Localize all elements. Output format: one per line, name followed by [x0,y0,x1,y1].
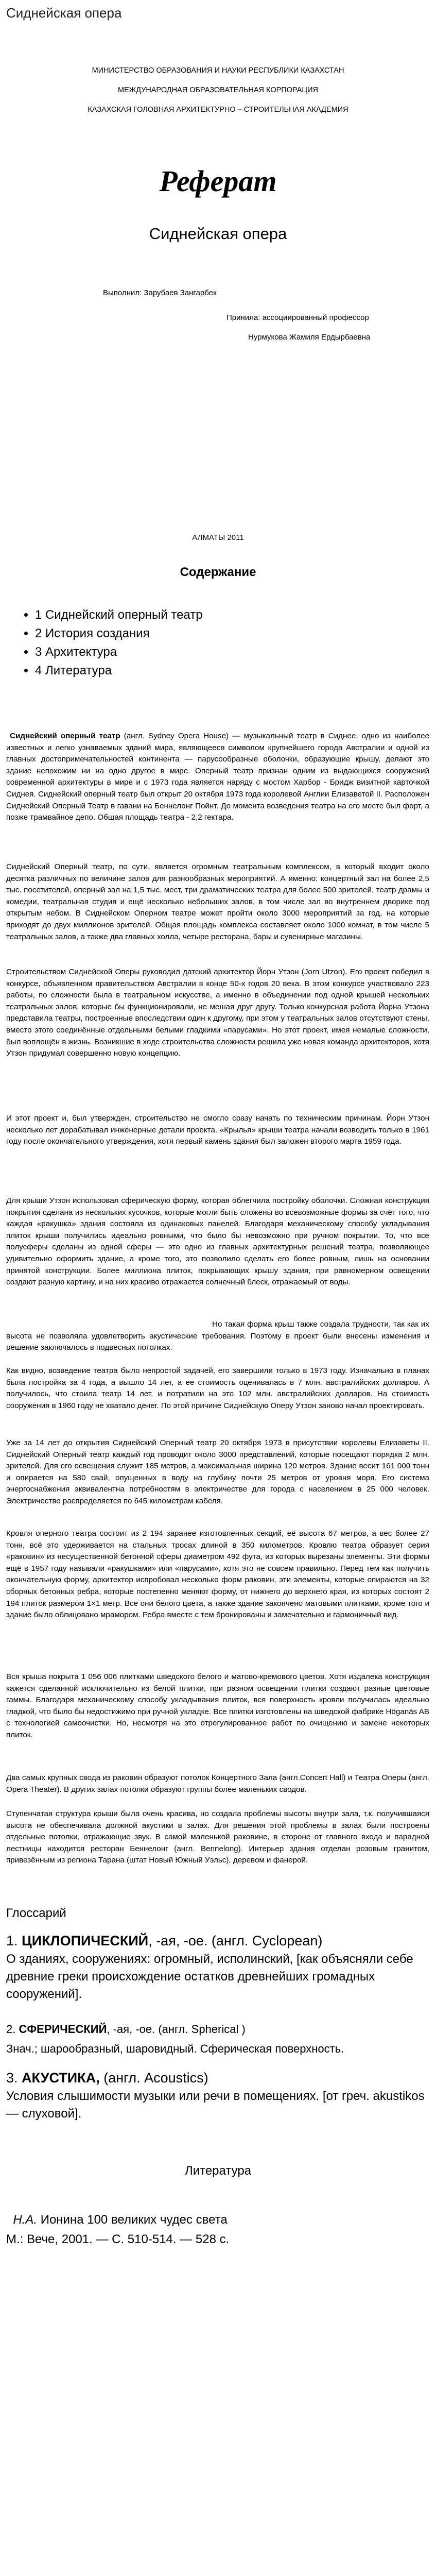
paragraph-acoustics: Но такая форма крыш также создала трудности, так как их высота не позволяла удовлетворить акустические требования. Поэтому в проект были внесены изменения и решение заключалось в подвесных потолках. [6,1320,429,1352]
literature-book-title: Ионина 100 великих чудес света [37,2213,228,2227]
intro-paragraph [6,731,429,824]
city-year: АЛМАТЫ 2011 [192,533,244,542]
glossary-item-2 [6,2020,429,2059]
literature-entry [6,2210,228,2230]
contents-list [21,606,203,680]
paragraph-cost: Как видно, возведение театра было непростой задачей, его завершили только в 1973 году. Изначально в планах была постройка за 4 года, а вышло 14 лет, а ее стоимость оценивалась в 7 млн. австралийских долларов. А получилось, что стоила театр 14 лет, и потратили на это 102 млн. австралийских долларов. На стоимость сооружения в 1960 году не хватало денег. По этой причине Сиднейскую Оперу Утзон заново начал проектировать. [6,1366,429,1410]
glossary-definition: Условия слышимости музыки или речи в помещениях. [от греч. akustikos — слуховой]. [6,2089,425,2121]
article-paragraph [6,1528,429,1621]
contents-title: Содержание [180,565,256,579]
page-title: Сиднейская опера [6,5,122,21]
glossary-number: 2. [6,2023,16,2036]
literature-title: Литература [184,2164,252,2178]
cover-heading: Реферат [159,164,277,198]
contents-item: • 1 Сиднейский оперный театр [35,606,203,624]
literature-author: Н.А. [13,2213,38,2227]
checker-name: Нурмукова Жамиля Ердырбаевна [248,333,371,342]
article-paragraph [6,1319,429,1354]
glossary-title: Глоссарий [6,1906,66,1920]
glossary-definition: О зданиях, сооружениях: огромный, исполинский, [как объясняли себе древние греки происхождение остатков древнейших громадных сооружений]. [6,1952,413,2001]
cover-subject: Сиднейская опера [149,225,287,243]
glossary-term: АКУСТИКА, [22,2070,100,2086]
glossary-number: 3. [6,2070,18,2086]
paragraph-tiles: Вся крыша покрыта 1 056 006 плитками шведского белого и матово-кремового цветов. Хотя издалека конструкция кажется сделанной исключительно из белой плитки, при разном освещении плитки создают разные цветовые гаммы. Благодаря механическому способу укладывания плиток, вся поверхность кровли получилась идеально гладкой, что было бы недостижимо при ручной укладке. Все плитки изготовлены на шведской фабрике Höganäs AB с технологией самоочистки. Но, несмотря на это отрегулированное работ по очищению и замене некоторых плиток. [6,1672,429,1739]
literature-publisher: М.: Вече, 2001. — С. 510-514. — 528 с. [6,2232,230,2246]
paragraph-roof-shape: Для крыши Утзон использовал сферическую форму, которая облегчила постройку оболочки. Сложная конструкция покрытия сделана из нескольких кусочков, которые могли быть сложены во всевозможные формы за счёт того, что каждая «ракушка» здания состояла из одинаковых панелей. Благодаря механическому способу укладывания плиток крыши получились идеально ровными, что было бы невозможно при ручном покрытии. То, что все полусферы сделаны из одной сферы — это одно из главных архитектурных решений театра, позволяющее удивительно оформить здание, а кроме того, это позволило сделать его более ровным, лишь на основании принятой конструкции. Более миллиона плиток, покрывающих крышу здания, при равномерном освещении создают разную картину, и на них красиво отражается солнечный блеск, отражаемый от воды. [6,1196,429,1287]
article-paragraph [6,967,429,1060]
article-paragraph [6,1772,429,1795]
paragraph-interior: Ступенчатая структура крыши была очень красива, но создала проблемы высоты внутри зала, т.к. получившаяся высота не обеспечивала должной акустики в залах. Для решения этой проблемы в залах были построены отдельные потолки, отражающие звук. В самой маленькой раковине, в стороне от главного входа и парадной лестницы находится ресторан Беннелонг (англ. Bennelong). Интерьер здания отделан розовым гранитом, привезённым из региона Тарана (штат Новый Южный Уэльс), деревом и фанерой. [6,1809,429,1865]
article-paragraph [6,1113,429,1148]
paragraph-roof-structure: Кровля оперного театра состоит из 2 194 заранее изготовленных секций, её высота 67 метров, а вес более 27 тонн, всё это удерживается на стальных тросах длиной в 350 километров. Кровлю театра образует серия «раковин» из несущественной бетонной сферы диаметром 492 фута, из которых вырезаны элементы. Эти формы ещё в 1957 году называли «ракушками» или «парусами», хотя это не совсем правильно. Перед тем как получить окончательную форму, архитектор испробовал несколько форм раковин, эти элементы, которые опираются на 32 сборных бетонных ребра, которые постепенно меняют форму, от нижнего до верхнего края, из которых состоят 2 194 плиток размером 1×1 метр. Все они белого цвета, а также здание закончено матовыми плитками, кроме того и здание было облицовано мрамором. Ребра вместе с тем бронированы и замечательно и гармоничный вид. [6,1529,429,1620]
paragraph-opening: Уже за 14 лет до открытия Сиднейский Оперный театр 20 октября 1973 в присутствии королевы Елизаветы II. Сиднейский Оперный театр каждый год проводит около 3000 представлений, которые посещают порядка 2 млн. зрителей. Для его освещения служит 185 метров, а максимальная ширина 120 метров. Здание весит 161 000 тонн и опирается на 580 свай, опущенных в воду на глубину почти 25 метров от уровня моря. Его система энергоснабжения эквивалентна потребностям в электричестве для города с населением в 25 000 человек. Электричество распределяется по 645 километрам кабеля. [6,1438,429,1505]
glossary-term: СФЕРИЧЕСКИЙ [19,2023,107,2036]
paragraph-vaults: Два самых крупных свода из раковин образуют потолок Концертного Зала (англ.Concert Hall) и Театра Оперы (англ. Opera Theater). В других залах потолки образуют группы более маленьких сводов. [6,1773,429,1794]
glossary-definition: Знач.; шарообразный, шаровидный. Сферическая поверхность. [6,2042,344,2055]
paragraph-utzon: Строительством Сиднейской Оперы руководил датский архитектор Йорн Утзон (Jorn Utzon). Его проект победил в конкурсе, объявленном правительством Австралии в конце 50-х годов 20 века. В этом конкурсе участвовало 223 работы, по сложности была в театральном искусстве, а именно в объединении под одной крышей нескольких театральных залов, которые бы функционировали, не мешая друг другу. Только конкурсная работа Йорна Утзона представила театры, построенные впоследствии один к другому, при этом у театральных залов отсутствуют стены, вместо этого соединённые отдельными белыми гладкими «парусами». Но этот проект, имея немалые сложности, был воплощён в жизнь. Возникшие в ходе строительства сложности решила уже новая команда архитекторов, хотя Утзон придумал совершенно новую концепцию. [6,968,429,1058]
glossary-term-extra: , -ая, -ое. (англ. Cyclopean) [148,1933,323,1948]
contents-item: • 3 Архитектура [35,643,203,662]
article-paragraph [6,1437,429,1507]
article-paragraph [6,861,429,943]
glossary-item-1 [6,1931,429,2003]
article-paragraph [6,1808,429,1867]
glossary-term-extra: , -ая, -ое. (англ. Spherical ) [107,2023,246,2036]
contents-item: • 2 История создания [35,624,203,643]
glossary-number: 1. [6,1933,18,1948]
org-academy: КАЗАХСКАЯ ГОЛОВНАЯ АРХИТЕКТУРНО – СТРОИТЕЛЬНАЯ АКАДЕМИЯ [88,106,348,114]
glossary-term-extra: (англ. Acoustics) [99,2070,208,2086]
paragraph-construction-start: И этот проект и, был утвержден, строительство не смогло сразу начать по техническим причинам. Йорн Утзон несколько лет дорабатывал инженерные детали проекта. «Крылья» крыши театра начали возводить только в 1961 году после окончательного утверждения, хотя первый камень здания был заложен второго марта 1959 года. [6,1114,429,1146]
glossary-item-3 [6,2068,429,2123]
contents-item: • 4 Литература [35,662,203,680]
article-paragraph [6,1195,429,1289]
org-corporation: МЕЖДУНАРОДНАЯ ОБРАЗОВАТЕЛЬНАЯ КОРПОРАЦИЯ [118,86,318,94]
glossary-term: ЦИКЛОПИЧЕСКИЙ [22,1933,149,1948]
intro-text: (англ. Sydney Opera House) — музыкальный театр в Сиднее, одно из наиболее известных и легко узнаваемых зданий мира, являющееся символом крупнейшего города Австралии и одной из главных достопримечательностей континента — парусообразные оболочки, образующие крышу, делают это здание непохожим ни на одно другое в мире. Оперный театр признан одним из выдающихся сооружений современной архитектуры в мире и с 1973 года является наряду с мостом Харбор - Бридж визитной карточкой Сиднея. Сиднейский оперный театр был открыт 20 октября 1973 года королевой Англии Елизаветой II. Расположен Сиднейский Оперный Театр в гавани на Беннелонг Пойнт. До момента возведения театра на его месте был форт, а позже трамвайное депо. Общая площадь театра - 2,2 гектара. [6,732,429,822]
author-line: Выполнил: Зарубаев Зангарбек [103,289,217,297]
intro-term: Сиднейский оперный театр [10,732,120,740]
checked-line: Принила: ассоциированный профессор [226,313,369,322]
org-ministry: МИНИСТЕРСТВО ОБРАЗОВАНИЯ И НАУКИ РЕСПУБЛИКИ КАЗАХСТАН [92,66,344,75]
paragraph-complex: Сиднейский Оперный театр, по сути, является огромным театральным комплексом, в который входит около десятка различных по величине залов для разнообразных мероприятий. А именно: концертный зал на более 2,5 тыс. посетителей, оперный зал на 1,5 тыс. мест, три драматических театра для более 500 зрителей, театр драмы и комедии, театральная студия и ещё несколько небольших залов, в том числе зал во внутреннем дворике под открытым небом. В Сиднейском Оперном театре может пройти около 3000 мероприятий за год, на которые приходят до двух миллионов зрителей. Общая площадь комплекса составляет около 1000 комнат, в том числе 5 театральных залов, а также два главных холла, четыре ресторана, бары и сувенирные магазины. [6,862,429,941]
cover-organizations [0,61,436,120]
article-paragraph [6,1365,429,1412]
article-paragraph [6,1671,429,1741]
